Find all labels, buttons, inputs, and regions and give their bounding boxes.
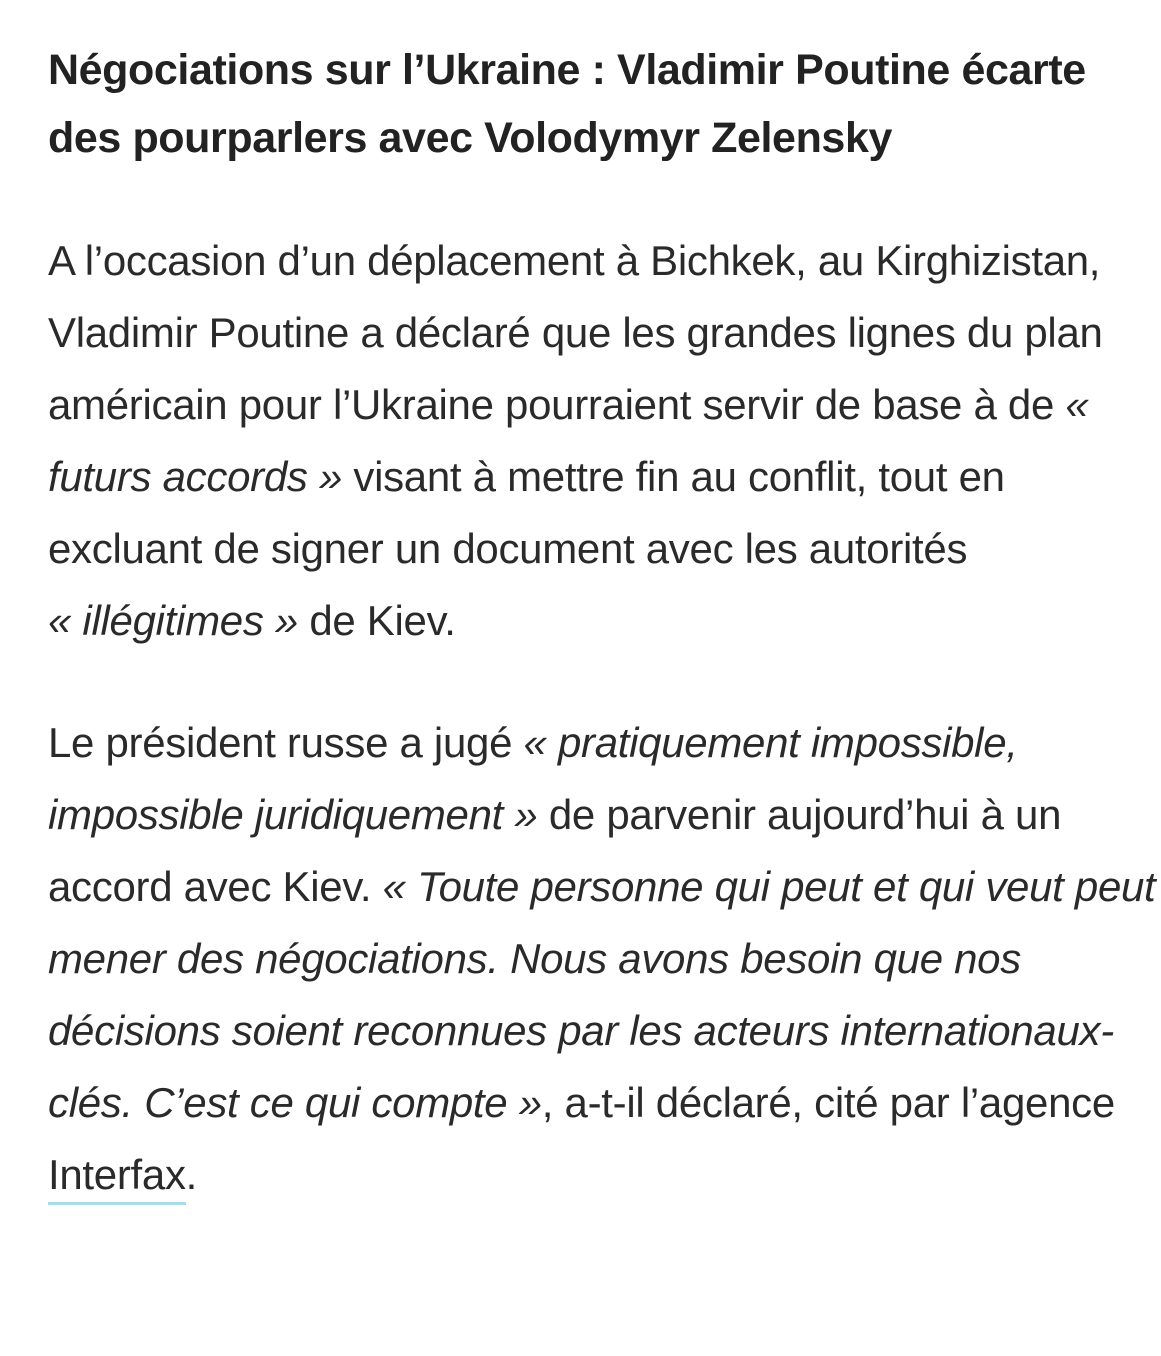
paragraph-2-text-a: Le président russe a jugé [48,719,524,766]
paragraph-2-text-b: de parvenir aujourd’hui à un accord avec Kiev. [48,791,1062,910]
paragraph-1-text-b: visant à mettre fin au conflit, tout en excluant de signer un document avec les autorités [48,453,1005,572]
paragraph-1-text-c: de Kiev. [297,597,456,644]
paragraph-1-text-a: A l’occasion d’un déplacement à Bichkek, au Kirghizistan, Vladimir Poutine a déclaré que les grandes lignes du plan américain pour l’Ukraine pourraient servir de base à de [48,237,1103,428]
paragraph-1-quote-futurs-accords: « futurs accords » [48,381,1089,500]
paragraph-2-quote-toute-personne: « Toute personne qui peut et qui veut peut mener des négociations. Nous avons besoin que nos décisions soient reconnues par les acteurs internationaux-clés. C’est ce qui compte » [48,863,1156,1126]
article-headline: Négociations sur l’Ukraine : Vladimir Poutine écarte des pourparlers avec Volodymyr Zelensky [48,46,1086,162]
paragraph-2-text-d: . [185,1151,198,1198]
article-paragraph-2 [48,707,1158,1211]
interfax-link[interactable]: Interfax [48,1151,186,1205]
paragraph-2-quote-pratiquement-impossible: « pratiquement impossible, impossible juridiquement » [48,719,1018,838]
article [48,36,1158,1211]
paragraph-1-quote-illegitimes: « illégitimes » [48,597,298,644]
paragraph-2-text-c: , a-t-il déclaré, cité par l’agence [541,1079,1115,1126]
article-paragraph-1 [48,225,1158,657]
